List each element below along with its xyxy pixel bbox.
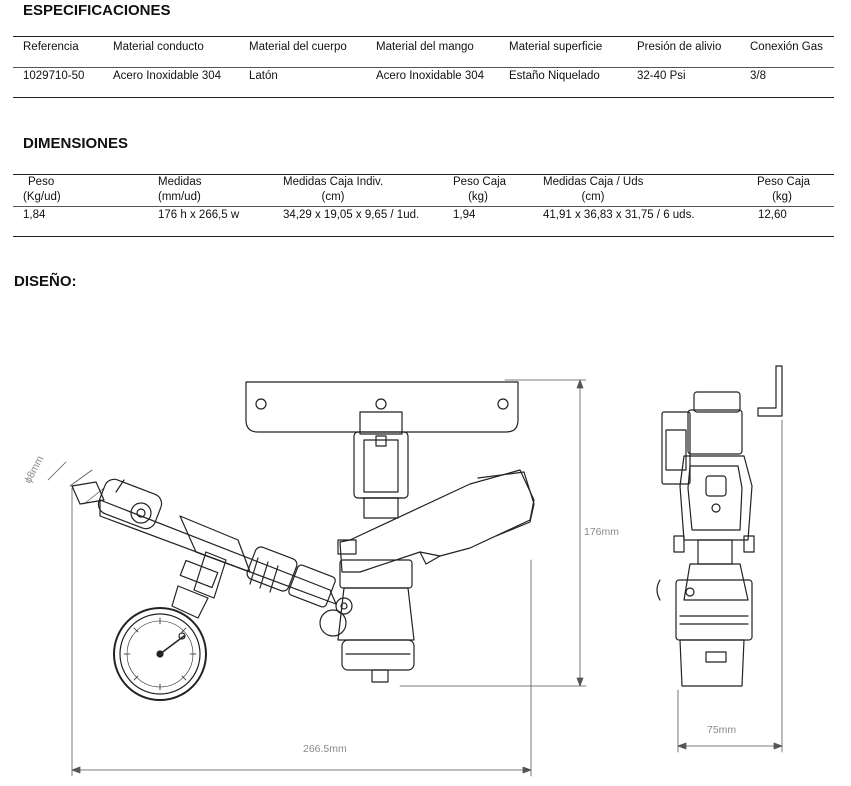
dims-title: DIMENSIONES — [23, 135, 129, 152]
design-title: DISEÑO: — [14, 273, 77, 290]
front-view-gauge-assembly — [72, 476, 336, 700]
dims-cell-peso: 1,84 — [23, 209, 46, 221]
specs-title: ESPECIFICACIONES — [23, 2, 171, 19]
dim-side-label: 75mm — [707, 724, 737, 736]
specs-header-material-cuerpo: Material del cuerpo — [249, 41, 347, 53]
dims-cell-peso-caja: 1,94 — [453, 209, 476, 221]
dim-width-label: 266.5mm — [303, 743, 347, 755]
dims-cell-caja-indiv: 34,29 x 19,05 x 9,65 / 1ud. — [283, 209, 420, 221]
specs-cell-presion-alivio: 32-40 Psi — [637, 70, 686, 82]
specs-header-referencia: Referencia — [23, 41, 79, 53]
dims-header-peso-caja-2-unit: (kg) — [772, 191, 792, 203]
dims-header-caja-uds-unit: (cm) — [581, 191, 605, 203]
dims-header-peso-caja: Peso Caja — [453, 176, 507, 188]
dims-header-peso-caja-2: Peso Caja — [757, 176, 811, 188]
dims-header-peso-caja-unit: (kg) — [468, 191, 488, 203]
dims-cell-peso-caja-2: 12,60 — [758, 209, 787, 221]
specs-header-material-conducto: Material conducto — [113, 41, 204, 53]
dims-header-caja-indiv-unit: (cm) — [321, 191, 345, 203]
dim-height-label: 176mm — [584, 526, 620, 538]
front-view-coupler — [246, 382, 534, 682]
specs-header-presion-alivio: Presión de alivio — [637, 41, 722, 53]
dims-cell-caja-uds: 41,91 x 36,83 x 31,75 / 6 uds. — [543, 209, 695, 221]
specs-cell-material-cuerpo: Latón — [249, 70, 278, 82]
dims-cell-medidas: 176 h x 266,5 w — [158, 209, 240, 221]
specs-header-conexion-gas: Conexión Gas — [750, 41, 823, 53]
dims-header-caja-indiv: Medidas Caja Indiv. — [283, 176, 384, 188]
specs-cell-conexion-gas: 3/8 — [750, 70, 766, 82]
specs-cell-material-superficie: Estaño Niquelado — [509, 70, 600, 82]
dims-header-peso-1: Peso — [28, 176, 55, 188]
dim-diameter-label: ϕ8mm — [22, 453, 47, 486]
dims-header-medidas-unit: (mm/ud) — [158, 191, 201, 203]
dims-header-medidas: Medidas — [158, 176, 202, 188]
side-view-coupler — [657, 366, 782, 686]
dims-header-caja-uds: Medidas Caja / Uds — [543, 176, 644, 188]
specs-cell-referencia: 1029710-50 — [23, 70, 85, 82]
specs-header-material-mango: Material del mango — [376, 41, 474, 53]
specs-cell-material-mango: Acero Inoxidable 304 — [376, 70, 485, 82]
dimension-lines — [48, 380, 782, 776]
dims-header-peso-unit: (Kg/ud) — [23, 191, 61, 203]
specs-header-material-superficie: Material superficie — [509, 41, 603, 53]
specs-cell-material-conducto: Acero Inoxidable 304 — [113, 70, 222, 82]
